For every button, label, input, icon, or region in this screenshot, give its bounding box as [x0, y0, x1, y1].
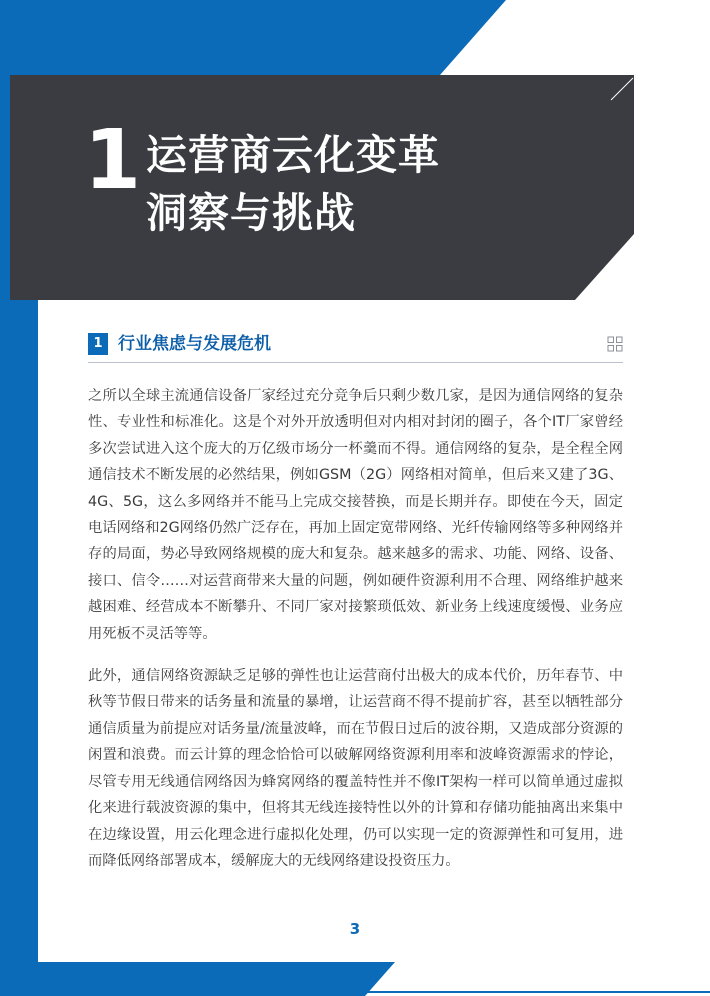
chapter-title-line2: 洞察与挑战	[146, 189, 356, 237]
body-text	[88, 383, 623, 890]
section-title: 行业焦虑与发展危机	[118, 334, 271, 354]
blue-bottom-shape	[0, 962, 395, 996]
chapter-title	[146, 126, 440, 242]
bottom-rule	[0, 991, 710, 993]
grid-icon	[607, 336, 623, 352]
chapter-title-line1: 运营商云化变革	[146, 131, 440, 179]
section-heading	[88, 331, 623, 361]
paragraph-2: 此外，通信网络资源缺乏足够的弹性也让运营商付出极大的成本代价，历年春节、中秋等节假日带来的话务量和流量的暴增，让运营商不得不提前扩容，甚至以牺牲部分通信质量为前提应对话务量/流量波峰，而在节假日过后的波谷期，又造成部分资源的闲置和浪费。而云计算的理念恰恰可以破解网络资源利用率和波峰资源需求的悖论，尽管专用无线通信网络因为蜂窝网络的覆盖特性并不像IT架构一样可以简单通过虚拟化来进行载波资源的集中，但将其无线连接特性以外的计算和存储功能抽离出来集中在边缘设置，用云化理念进行虚拟化处理，仍可以实现一定的资源弹性和可复用，进而降低网络部署成本，缓解庞大的无线网络建设投资压力。	[88, 668, 623, 869]
chapter-number: 1	[84, 113, 140, 208]
section-divider	[88, 362, 623, 363]
section-number: 1	[88, 333, 108, 355]
paragraph-1: 之所以全球主流通信设备厂家经过充分竞争后只剩少数几家，是因为通信网络的复杂性、专业性和标准化。这是个对外开放透明但对内相对封闭的圈子，各个IT厂家曾经多次尝试进入这个庞大的万亿级市场分一杯羹而不得。通信网络的复杂，是全程全网通信技术不断发展的必然结果，例如GSM（2G）网络相对简单，但后来又建了3G、4G、5G，这么多网络并不能马上完成交接替换，而是长期并存。即使在今天，固定电话网络和2G网络仍然广泛存在，再加上固定宽带网络、光纤传输网络等多种网络并存的局面，势必导致网络规模的庞大和复杂。越来越多的需求、功能、网络、设备、接口、信令……对运营商带来大量的问题，例如硬件资源利用不合理、网络维护越来越困难、经营成本不断攀升、不同厂家对接繁琐低效、新业务上线速度缓慢、业务应用死板不灵活等等。	[88, 388, 623, 642]
page-number: 3	[349, 920, 361, 938]
